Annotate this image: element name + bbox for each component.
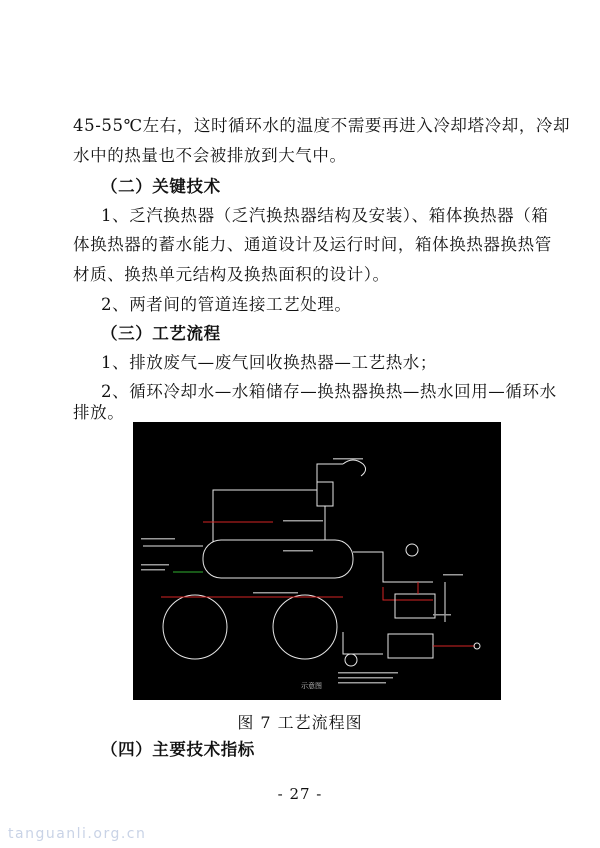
tank-right bbox=[273, 595, 337, 659]
top-exhaust-pipe bbox=[213, 464, 343, 542]
flow2-line1: 2、循环冷却水—水箱储存—换热器换热—热水回用—循环水 bbox=[101, 382, 557, 401]
page-number: - 27 - bbox=[277, 785, 323, 803]
flow1: 1、排放废气—废气回收换热器—工艺热水； bbox=[101, 353, 437, 372]
chimney-outlet bbox=[343, 460, 366, 476]
tank-left bbox=[163, 595, 227, 659]
process-flow-diagram bbox=[133, 422, 501, 700]
pump-top bbox=[406, 544, 418, 556]
flow2-line2: 排放。 bbox=[73, 403, 125, 422]
heading-process-flow: （三）工艺流程 bbox=[101, 324, 221, 343]
item2: 2、两者间的管道连接工艺处理。 bbox=[101, 295, 352, 314]
item1-line2: 体换热器的蓄水能力、通道设计及运行时间，箱体换热器换热管 bbox=[73, 235, 552, 254]
para1-line1: 45-55℃左右，这时循环水的温度不需要再进入冷却塔冷却，冷却 bbox=[73, 116, 571, 135]
water-tank-box bbox=[388, 634, 433, 658]
tiny-annotations bbox=[141, 458, 463, 684]
right-pipe-upper bbox=[353, 552, 433, 582]
item1-line1: 1、乏汽换热器（乏汽换热器结构及安装）、箱体换热器（箱 bbox=[101, 206, 549, 225]
diagram-label: 示意图 bbox=[301, 682, 322, 690]
diagram-canvas bbox=[133, 422, 501, 700]
bottom-pipe bbox=[343, 632, 383, 654]
watermark: tanguanli.org.cn bbox=[8, 826, 147, 842]
heading-main-indicators: （四）主要技术指标 bbox=[101, 740, 255, 759]
para1-line2: 水中的热量也不会被排放到大气中。 bbox=[73, 146, 347, 165]
heat-exchanger-box bbox=[395, 594, 435, 618]
pump-bottom bbox=[345, 654, 357, 666]
heading-key-technology: （二）关键技术 bbox=[101, 177, 221, 196]
figure-caption: 图 7 工艺流程图 bbox=[237, 713, 363, 732]
item1-line3: 材质、换热单元结构及换热面积的设计）。 bbox=[73, 265, 390, 284]
upper-horizontal-tank bbox=[203, 540, 353, 578]
recovery-unit bbox=[317, 482, 333, 506]
